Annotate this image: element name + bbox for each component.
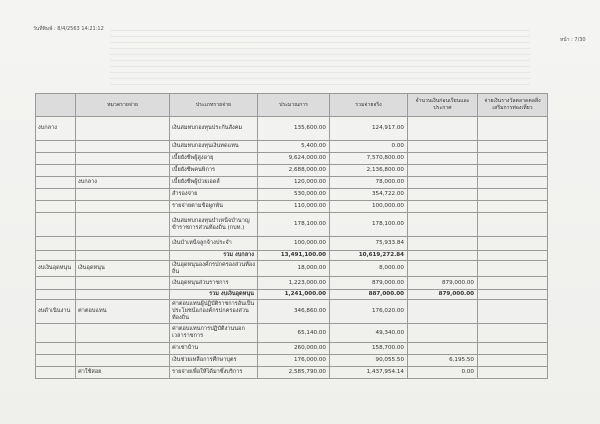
tourism-cell [478,355,548,367]
category-cell: ค่าใช้สอย [76,367,170,379]
type-cell: รายจ่ายเพื่อให้ได้มาซึ่งบริการ [170,367,258,379]
subtotal-label: รวม งบเงินอุดหนุน [170,290,258,300]
subtotal-tourism [478,290,548,300]
actual-cell: 158,700.00 [330,343,408,355]
tourism-cell [478,117,548,141]
actual-cell: 1,437,954.14 [330,367,408,379]
actual-cell: 75,933.84 [330,237,408,251]
table-row [36,153,548,165]
estimate-cell: 1,223,000.00 [258,277,330,290]
tourism-cell [478,367,548,379]
category-cell [76,343,170,355]
type-cell: ค่าเช่าบ้าน [170,343,258,355]
subtotal-spacer [76,251,170,261]
category-cell [76,117,170,141]
actual-cell: 100,000.00 [330,201,408,213]
expense-table [35,93,548,379]
category-cell: งบกลาง [76,177,170,189]
estimate-cell: 135,600.00 [258,117,330,141]
type-cell: เงินสมทบกองทุนประกันสังคม [170,117,258,141]
table-row [36,367,548,379]
estimate-cell: 530,000.00 [258,189,330,201]
estimate-cell: 9,624,000.00 [258,153,330,165]
actual-cell: 178,100.00 [330,213,408,237]
estimate-cell: 120,000.00 [258,177,330,189]
estimate-cell: 260,000.00 [258,343,330,355]
category-cell [76,324,170,343]
estimate-cell: 178,100.00 [258,213,330,237]
category-cell [76,141,170,153]
actual-cell: 0.00 [330,141,408,153]
before-announce-cell: 6,195.50 [408,355,478,367]
subtotal-spacer [36,290,76,300]
table-row [36,261,548,277]
tourism-cell [478,343,548,355]
subtotal-spacer [36,251,76,261]
estimate-cell: 176,000.00 [258,355,330,367]
actual-cell: 90,055.50 [330,355,408,367]
type-cell: เบี้ยยังชีพผู้ป่วยเอดส์ [170,177,258,189]
group-cell [36,343,76,355]
col-estimate: ประมาณการ [258,94,330,117]
estimate-cell: 110,000.00 [258,201,330,213]
tourism-cell [478,213,548,237]
table-row [36,277,548,290]
tourism-cell [478,189,548,201]
before-announce-cell [408,201,478,213]
print-date: วันที่พิมพ์ : 8/4/2563 14:21:12 [33,26,104,32]
before-announce-cell [408,153,478,165]
tourism-cell [478,177,548,189]
type-cell: เงินบำเหน็จลูกจ้างประจำ [170,237,258,251]
type-cell: เงินสมทบกองทุนเงินทดแทน [170,141,258,153]
category-cell: เงินอุดหนุน [76,261,170,277]
group-cell: งบกลาง [36,117,76,141]
category-cell: ค่าตอบแทน [76,300,170,324]
actual-cell: 124,917.00 [330,117,408,141]
tourism-cell [478,277,548,290]
type-cell: ค่าตอบแทนการปฏิบัติงานนอกเวลาราชการ [170,324,258,343]
subtotal-before-announce [408,251,478,261]
actual-cell: 78,000.00 [330,177,408,189]
subtotal-estimate: 1,241,000.00 [258,290,330,300]
subtotal-actual: 10,619,272.84 [330,251,408,261]
estimate-cell: 346,860.00 [258,300,330,324]
table-row [36,189,548,201]
group-cell [36,367,76,379]
subtotal-actual: 887,000.00 [330,290,408,300]
table-row [36,165,548,177]
before-announce-cell [408,141,478,153]
type-cell: สำรองจ่าย [170,189,258,201]
group-cell: งบดำเนินงาน [36,300,76,324]
group-cell [36,355,76,367]
group-cell [36,165,76,177]
table-row [36,355,548,367]
table-row [36,343,548,355]
before-announce-cell [408,177,478,189]
group-cell [36,189,76,201]
group-cell [36,177,76,189]
tourism-cell [478,201,548,213]
category-cell [76,189,170,201]
group-cell [36,213,76,237]
subtotal-spacer [76,290,170,300]
actual-cell: 176,020.00 [330,300,408,324]
category-cell [76,201,170,213]
type-cell: ค่าตอบแทนผู้ปฏิบัติราชการอันเป็นประโยชน์แก่องค์กรปกครองส่วนท้องถิ่น [170,300,258,324]
tourism-cell [478,153,548,165]
tourism-cell [478,165,548,177]
tourism-cell [478,300,548,324]
before-announce-cell [408,324,478,343]
col-group [36,94,76,117]
group-cell [36,153,76,165]
type-cell: เบี้ยยังชีพผู้สูงอายุ [170,153,258,165]
before-announce-cell: 879,000.00 [408,277,478,290]
estimate-cell: 65,140.00 [258,324,330,343]
actual-cell: 49,340.00 [330,324,408,343]
estimate-cell: 2,688,000.00 [258,165,330,177]
type-cell: เงินช่วยเหลือการศึกษาบุตร [170,355,258,367]
group-cell [36,141,76,153]
category-cell [76,277,170,290]
table-row [36,201,548,213]
subtotal-row [36,290,548,300]
subtotal-row [36,251,548,261]
table-row [36,117,548,141]
category-cell [76,237,170,251]
actual-cell: 879,000.00 [330,277,408,290]
tourism-cell [478,141,548,153]
before-announce-cell [408,213,478,237]
type-cell: เงินสมทบกองทุนบำเหน็จบำนาญข้าราชการส่วนท้องถิ่น (กบท.) [170,213,258,237]
table-body [36,117,548,379]
table-row [36,300,548,324]
before-announce-cell [408,300,478,324]
table-row [36,324,548,343]
table-row [36,177,548,189]
group-cell [36,324,76,343]
before-announce-cell [408,117,478,141]
category-cell [76,355,170,367]
type-cell: เงินอุดหนุนองค์กรปกครองส่วนท้องถิ่น [170,261,258,277]
before-announce-cell [408,261,478,277]
col-actual: รวมจ่ายจริง [330,94,408,117]
tourism-cell [478,261,548,277]
before-announce-cell [408,165,478,177]
estimate-cell: 18,000.00 [258,261,330,277]
subtotal-estimate: 13,491,100.00 [258,251,330,261]
tourism-cell [478,324,548,343]
page-number: หน้า : 7/30 [560,37,586,43]
subtotal-before-announce: 879,000.00 [408,290,478,300]
type-cell: เบี้ยยังชีพคนพิการ [170,165,258,177]
actual-cell: 354,722.00 [330,189,408,201]
before-announce-cell [408,189,478,201]
actual-cell: 8,000.00 [330,261,408,277]
table-row [36,237,548,251]
col-type: ประเภทรายจ่าย [170,94,258,117]
estimate-cell: 2,585,790.00 [258,367,330,379]
col-before-announce: จำนวนเงินก่อนเรียนและประกาศ [408,94,478,117]
tourism-cell [478,237,548,251]
subtotal-label: รวม งบกลาง [170,251,258,261]
category-cell [76,213,170,237]
before-announce-cell: 0.00 [408,367,478,379]
category-cell [76,165,170,177]
actual-cell: 7,570,800.00 [330,153,408,165]
table-header-row [36,94,548,117]
estimate-cell: 100,000.00 [258,237,330,251]
group-cell [36,201,76,213]
group-cell [36,237,76,251]
group-cell [36,277,76,290]
type-cell: เงินอุดหนุนส่วนราชการ [170,277,258,290]
table-row [36,213,548,237]
subtotal-tourism [478,251,548,261]
before-announce-cell [408,343,478,355]
type-cell: รายจ่ายตามข้อผูกพัน [170,201,258,213]
col-category: หมวดรายจ่าย [76,94,170,117]
bleed-through [110,30,530,85]
actual-cell: 2,136,800.00 [330,165,408,177]
before-announce-cell [408,237,478,251]
group-cell: งบเงินอุดหนุน [36,261,76,277]
table-row [36,141,548,153]
category-cell [76,153,170,165]
col-tourism: จ่ายเงินรางวัลตลาดตลสิ่ง เสริมการท่องเที่ยว [478,94,548,117]
estimate-cell: 5,400.00 [258,141,330,153]
